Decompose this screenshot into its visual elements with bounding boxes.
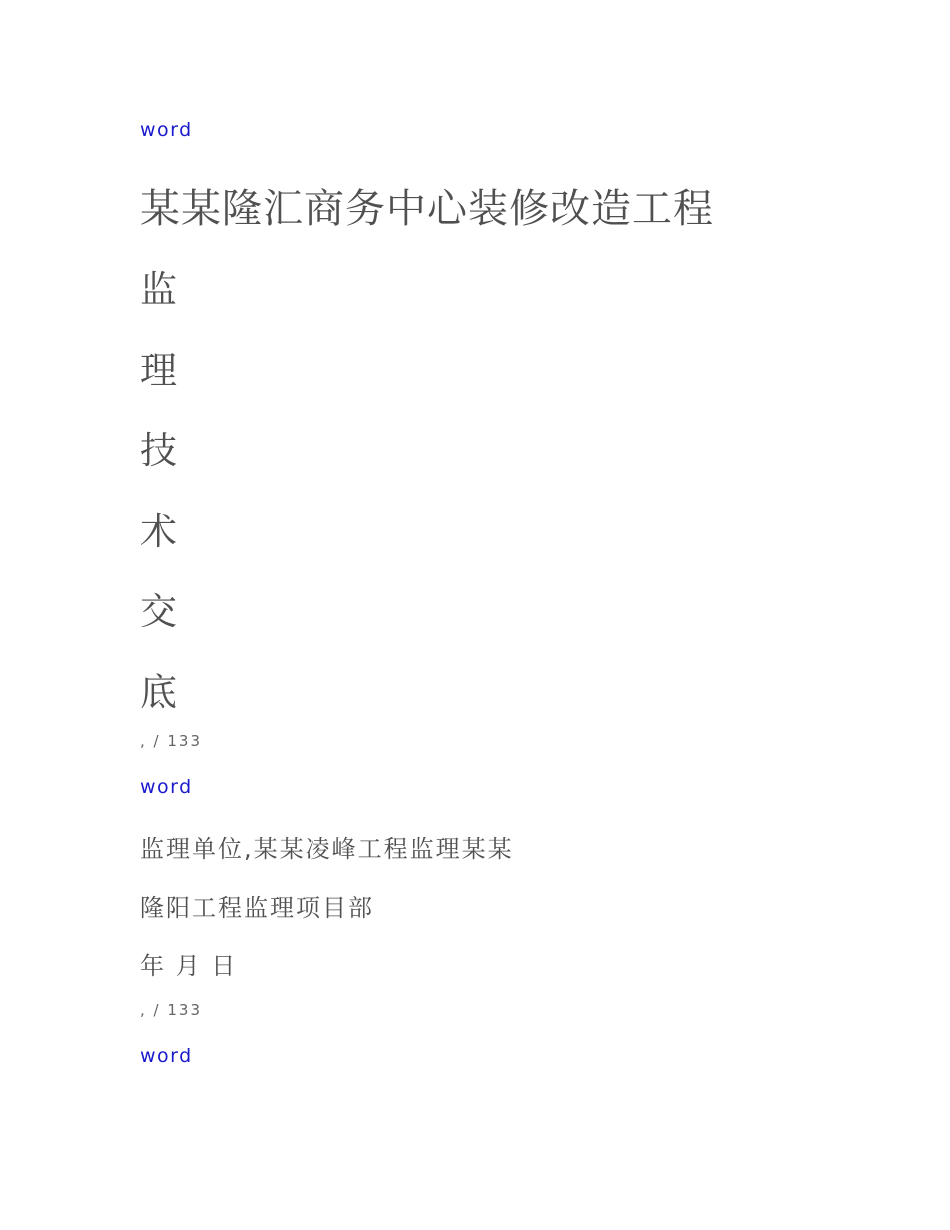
vertical-title-char-6: 底 xyxy=(140,671,177,714)
date-line: 年 月 日 xyxy=(140,952,238,980)
page-number: , / 133 xyxy=(140,732,202,750)
vertical-title-char-1: 监 xyxy=(140,268,177,311)
vertical-title-char-3: 技 xyxy=(140,429,177,472)
vertical-title-char-5: 交 xyxy=(140,590,177,633)
page-header-word: word xyxy=(140,119,193,141)
page-header-word: word xyxy=(140,1045,193,1067)
document-title: 某某隆汇商务中心装修改造工程 xyxy=(140,186,714,232)
vertical-title-char-2: 理 xyxy=(140,349,177,392)
project-department-line: 隆阳工程监理项目部 xyxy=(140,894,374,922)
page-header-word: word xyxy=(140,776,193,798)
page-number: , / 133 xyxy=(140,1001,202,1019)
vertical-title-char-4: 术 xyxy=(140,510,177,553)
supervisor-unit-line: 监理单位,某某凌峰工程监理某某 xyxy=(140,835,514,863)
